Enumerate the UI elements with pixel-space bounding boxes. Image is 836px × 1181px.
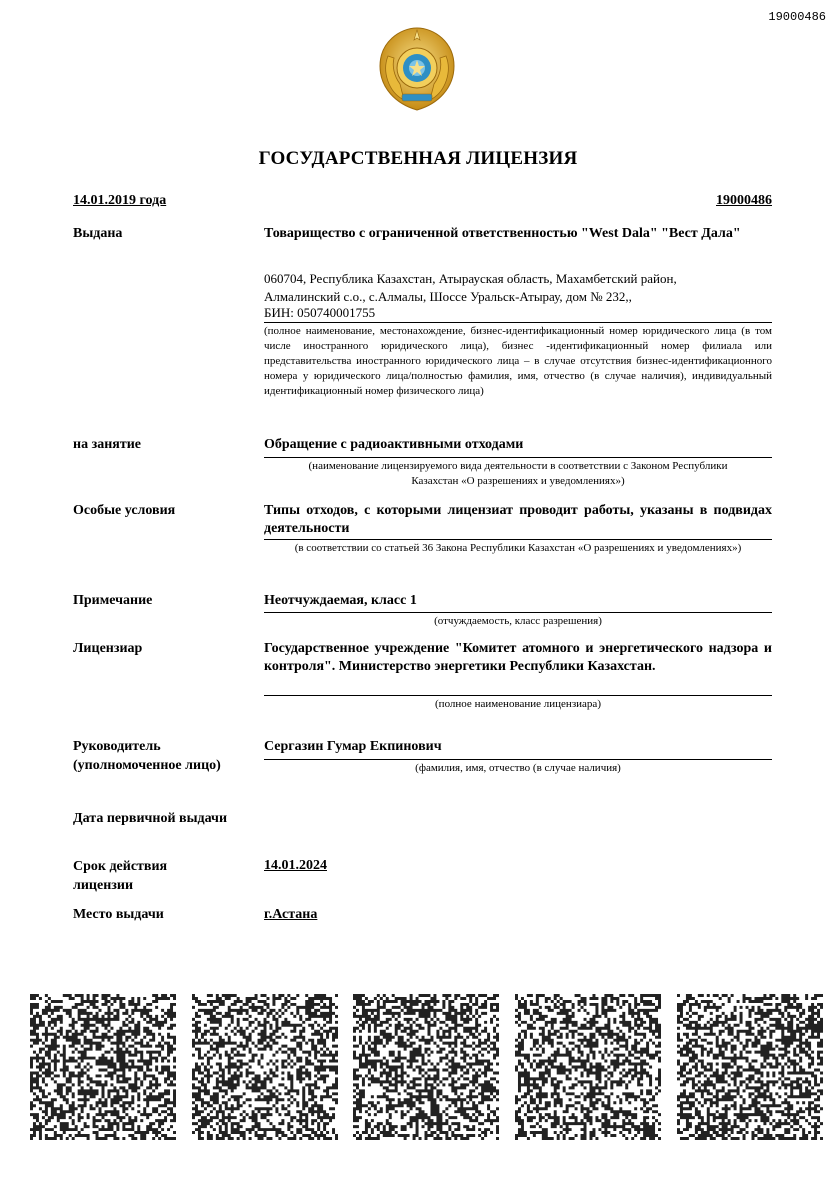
issued-to-note: (полное наименование, местонахождение, бизнес-идентификационный номер юридического лица (в том числе иностранного юридического лица), бизнес -идентификационный номер филиала или представительства иностранного юридического лица – в случае отсутствия бизнес-идентификационного номера у юридического лица/полностью фамилия, имя, отчество (в случае наличия), индивидуальный идентификационный номер физического лица) <box>264 325 772 397</box>
head-value: Сергазин Гумар Екпинович <box>264 739 442 754</box>
divider <box>264 322 772 323</box>
validity-label-line2: лицензии <box>73 878 134 893</box>
licensor-value: Государственное учреждение "Комитет атомного и энергетического надзора и контроля". Министерство энергетики Республики Казахстан. <box>264 641 772 674</box>
licensor-label: Лицензиар <box>73 641 143 656</box>
page-title: ГОСУДАРСТВЕННАЯ ЛИЦЕНЗИЯ <box>258 148 578 169</box>
remark-label: Примечание <box>73 593 153 608</box>
remark-value: Неотчуждаемая, класс 1 <box>264 593 417 608</box>
validity-value: 14.01.2024 <box>264 858 327 873</box>
head-label-line1: Руководитель <box>73 739 161 754</box>
qr-code-icon <box>515 994 661 1140</box>
state-emblem-icon <box>374 26 460 112</box>
validity-label <box>73 857 167 895</box>
licensee-address-line1: 060704, Республика Казахстан, Атырауская область, Махамбетский район, <box>264 271 677 286</box>
licensee-bin: БИН: 050740001755 <box>264 305 376 320</box>
licensor-note: (полное наименование лицензиара) <box>435 698 601 710</box>
activity-value: Обращение с радиоактивными отходами <box>264 437 524 452</box>
licensee-name: Товарищество с ограниченной ответственностью "West Dala" "Вест Дала" <box>264 226 741 241</box>
head-label <box>73 737 221 775</box>
place-value: г.Астана <box>264 907 318 922</box>
qr-code-icon <box>30 994 176 1140</box>
divider <box>264 457 772 458</box>
licensee-address-line2: Алмалинский с.о., с.Алмалы, Шоссе Уральск-Атырау, дом № 232,, <box>264 289 632 304</box>
validity-label-line1: Срок действия <box>73 859 168 874</box>
license-number: 19000486 <box>716 193 772 208</box>
place-label: Место выдачи <box>73 907 164 922</box>
special-conditions-label: Особые условия <box>73 503 176 518</box>
head-note: (фамилия, имя, отчество (в случае наличия) <box>415 762 621 774</box>
activity-note: (наименование лицензируемого вида деятельности в соответствии с Законом Республики Казахстан «О разрешениях и уведомлениях») <box>308 460 728 487</box>
issue-date: 14.01.2019 года <box>73 193 167 208</box>
divider <box>264 539 772 540</box>
remark-note: (отчуждаемость, класс разрешения) <box>434 615 602 627</box>
divider <box>264 612 772 613</box>
qr-code-icon <box>677 994 823 1140</box>
first-issue-label: Дата первичной выдачи <box>73 811 228 826</box>
qr-code-icon <box>353 994 499 1140</box>
special-conditions-value: Типы отходов, с которыми лицензиат проводит работы, указаны в подвидах деятельности <box>264 503 772 536</box>
qr-code-icon <box>192 994 338 1140</box>
divider <box>264 759 772 760</box>
document-number-top: 19000486 <box>768 10 826 24</box>
divider <box>264 695 772 696</box>
head-label-line2: (уполномоченное лицо) <box>73 758 221 773</box>
issued-to-label: Выдана <box>73 226 123 241</box>
special-conditions-note: (в соответствии со статьей 36 Закона Республики Казахстан «О разрешениях и уведомлениях») <box>294 542 742 554</box>
activity-label: на занятие <box>73 437 141 452</box>
